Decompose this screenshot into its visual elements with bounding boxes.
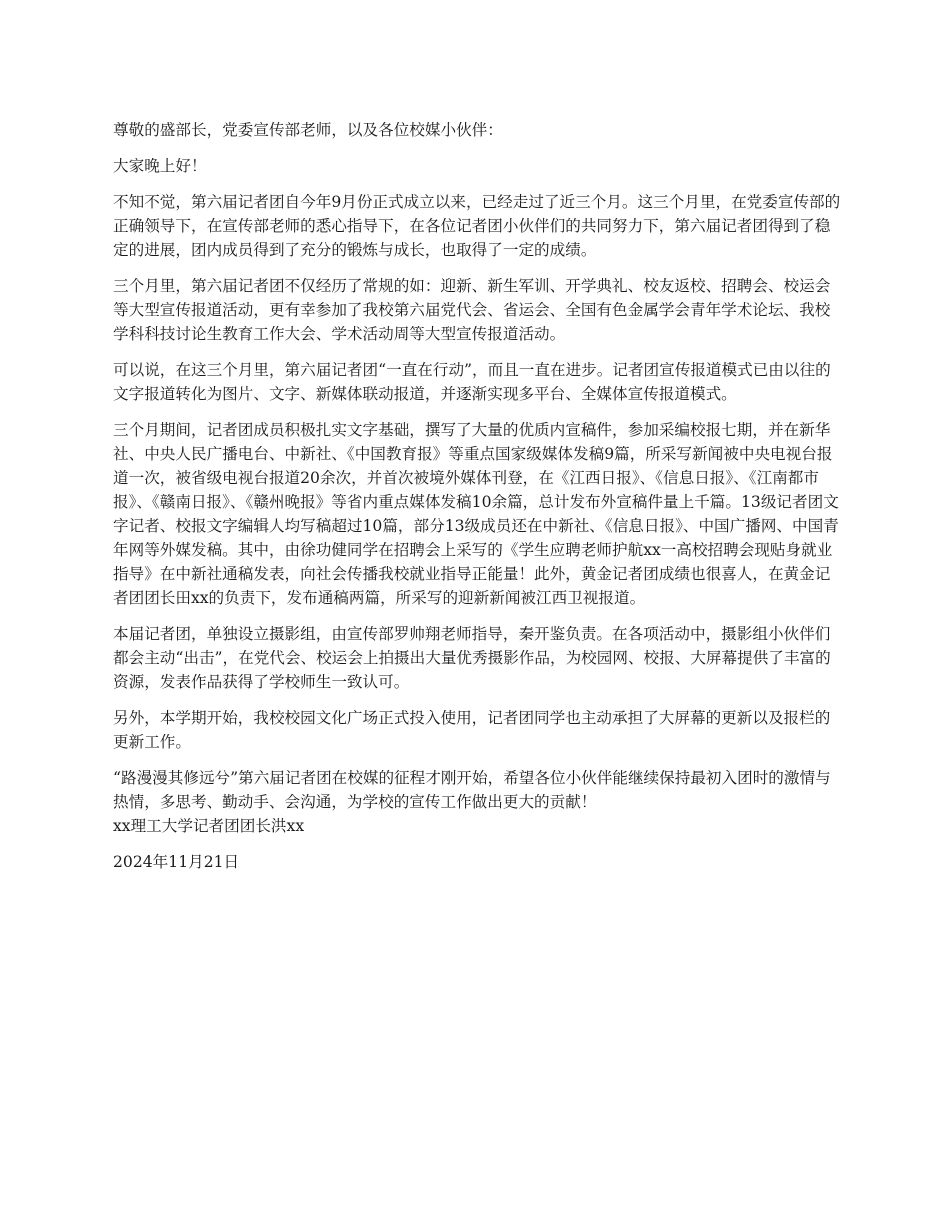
body-paragraph: 不知不觉，第六届记者团自今年9月份正式成立以来，已经走过了近三个月。这三个月里，在党委宣传部的正确领导下，在宣传部老师的悉心指导下，在各位记者团小伙伴们的共同努力下，第六届记者团得到了稳定的进展，团内成员得到了充分的锻炼与成长，也取得了一定的成绩。 xyxy=(113,193,841,259)
salutation-line: 大家晚上好！ xyxy=(113,157,207,175)
body-paragraph: 可以说，在这三个月里，第六届记者团“一直在行动”，而且一直在进步。记者团宣传报道模式已由以往的文字报道转化为图片、文字、新媒体联动报道，并逐渐实现多平台、全媒体宣传报道模式。 xyxy=(113,361,831,403)
body-paragraph: 三个月里，第六届记者团不仅经历了常规的如：迎新、新生军训、开学典礼、校友返校、招聘会、校运会等大型宣传报道活动，更有幸参加了我校第六届党代会、省运会、全国有色金属学会青年学术论坛、我校学科科技讨论生教育工作大会、学术活动周等大型宣传报道活动。 xyxy=(113,277,831,343)
body-paragraph: 三个月期间，记者团成员积极扎实文字基础，撰写了大量的优质内宣稿件，参加采编校报七期，并在新华社、中央人民广播电台、中新社、《中国教育报》等重点国家级媒体发稿9篇，所采写新闻被中央电视台报道一次，被省级电视台报道20余次，并首次被境外媒体刊登，在《江西日报》、《信息日报》、《江南都市报》、《赣南日报》、《赣州晚报》等省内重点媒体发稿10余篇，总计发布外宣稿件量上千篇。13级记者团文字记者、校报文字编辑人均写稿超过10篇，部分13级成员还在中新社、《信息日报》、中国广播网、中国青年网等外媒发稿。其中，由徐功健同学在招聘会上采写的《学生应聘老师护航xx一高校招聘会现贴身就业指导》在中新社通稿发表，向社会传播我校就业指导正能量！此外，黄金记者团成绩也很喜人，在黄金记者团团长田xx的负责下，发布通稿两篇，所采写的迎新新闻被江西卫视报道。 xyxy=(113,421,839,607)
closing-paragraph: “路漫漫其修远兮”第六届记者团在校媒的征程才刚开始，希望各位小伙伴能继续保持最初入团时的激情与热情，多思考、勤动手、会沟通，为学校的宣传工作做出更大的贡献！ xyxy=(113,769,831,811)
date-line: 2024年11月21日 xyxy=(113,853,240,871)
body-paragraph: 本届记者团，单独设立摄影组，由宣传部罗帅翔老师指导，秦开鉴负责。在各项活动中，摄影组小伙伴们都会主动“出击”，在党代会、校运会上拍摄出大量优秀摄影作品，为校园网、校报、大屏幕提供了丰富的资源，发表作品获得了学校师生一致认可。 xyxy=(113,625,831,691)
greeting-line: 尊敬的盛部长，党委宣传部老师，以及各位校媒小伙伴： xyxy=(113,121,503,139)
document-page xyxy=(113,118,841,874)
body-paragraph: 另外，本学期开始，我校校园文化广场正式投入使用，记者团同学也主动承担了大屏幕的更新以及报栏的更新工作。 xyxy=(113,709,831,751)
signature-line: xx理工大学记者团团长洪xx xyxy=(113,817,305,835)
